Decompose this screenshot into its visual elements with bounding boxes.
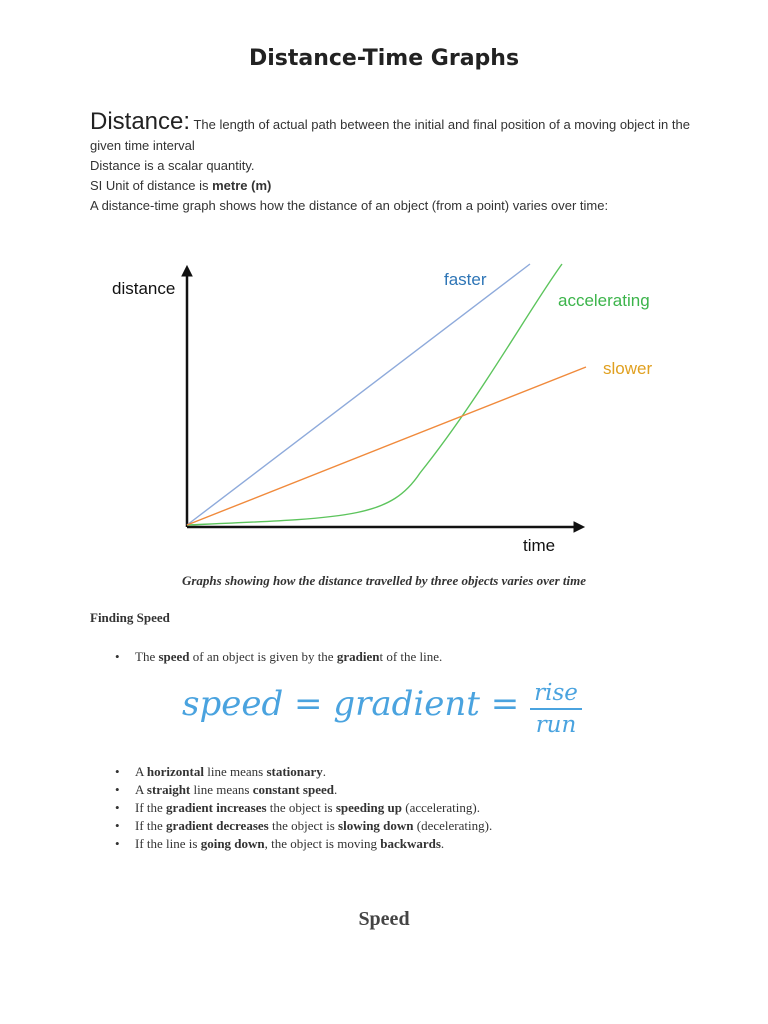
fraction-bar xyxy=(530,708,582,710)
list-item: • The speed of an object is given by the gradient of the line. xyxy=(115,648,442,666)
rules-list xyxy=(115,763,492,853)
distance-definition xyxy=(90,108,690,216)
finding-speed-heading: Finding Speed xyxy=(90,610,170,625)
y-axis-arrow xyxy=(182,266,192,276)
definition-line-si-unit xyxy=(90,176,690,196)
list-item: • If the line is going down, the object is moving backwards. xyxy=(115,835,492,853)
series-line-slower xyxy=(187,367,586,525)
si-unit-value: metre (m) xyxy=(212,178,272,193)
list-item: • If the gradient increases the object is speeding up (accelerating). xyxy=(115,799,492,817)
list-item: • If the gradient decreases the object is slowing down (decelerating). xyxy=(115,817,492,835)
definition-line-scalar: Distance is a scalar quantity. xyxy=(90,158,255,173)
definition-line-graph: A distance-time graph shows how the distance of an object (from a point) varies over time: xyxy=(90,198,609,213)
y-axis-label: distance xyxy=(112,279,176,298)
plot-area xyxy=(182,264,586,532)
formula-denominator: run xyxy=(535,712,577,738)
speed-bullet-list xyxy=(115,648,442,666)
series-label-accelerating: accelerating xyxy=(558,291,650,310)
formula-numerator: rise xyxy=(534,680,578,706)
si-unit-prefix: SI Unit of distance is xyxy=(90,178,213,193)
series-label-slower: slower xyxy=(603,359,653,378)
definition-term: Distance: xyxy=(90,108,191,135)
formula-lhs: speed = gradient = xyxy=(182,684,520,724)
definition-text: The length of actual path between the initial and final position of a moving object in the given time interval xyxy=(90,117,690,153)
speed-section-heading: Speed xyxy=(358,908,410,930)
page-title: Distance-Time Graphs xyxy=(248,46,520,71)
series-label-faster: faster xyxy=(444,270,487,289)
formula-fraction xyxy=(530,680,582,738)
series-line-accelerating xyxy=(187,264,562,525)
x-axis-label: time xyxy=(523,536,556,555)
chart-caption: Graphs showing how the distance travelled by three objects varies over time xyxy=(181,573,587,588)
list-item: • A horizontal line means stationary. xyxy=(115,763,492,781)
distance-time-chart xyxy=(100,248,680,560)
x-axis-arrow xyxy=(574,522,584,532)
list-item: • A straight line means constant speed. xyxy=(115,781,492,799)
series-line-faster xyxy=(187,264,530,525)
